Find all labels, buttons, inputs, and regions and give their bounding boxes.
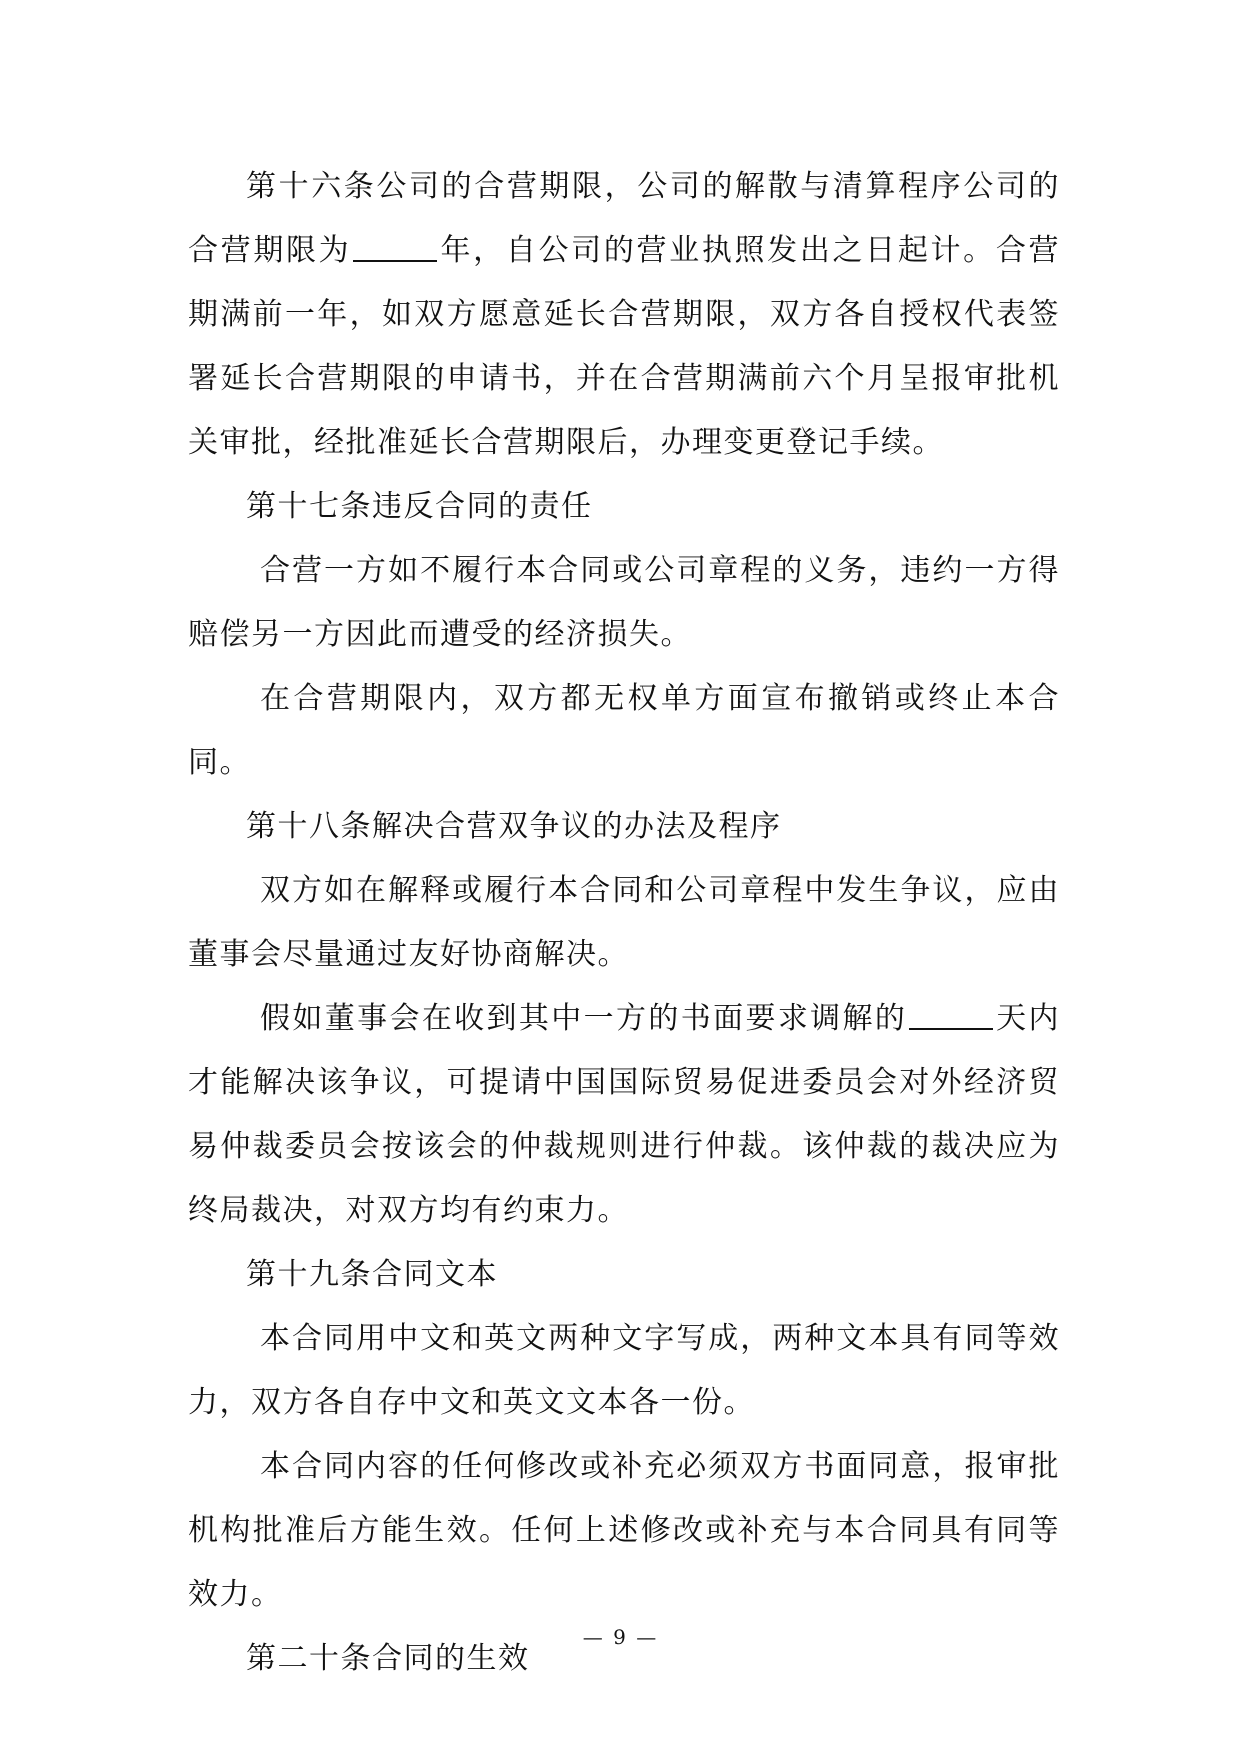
- body-paragraph: [188, 1307, 1060, 1435]
- paragraph-text: 合营一方如不履行本合同或公司章程的义务，违约一方得赔偿另一方因此而遭受的经济损失。: [188, 553, 1060, 652]
- article-heading: [188, 475, 1060, 539]
- paragraph-text: 年，自公司的营业执照发出之日起计。合营期满前一年，如双方愿意延长合营期限，双方各自授权代表签署延长合营期限的申请书，并在合营期满前六个月呈报审批机关审批，经批准延长合营期限后，办理变更登记手续。: [188, 233, 1061, 460]
- article-paragraph: [188, 155, 1060, 475]
- paragraph-text: 本合同用中文和英文两种文字写成，两种文本具有同等效力，双方各自存中文和英文文本各一份。: [188, 1321, 1060, 1420]
- body-paragraph: [188, 859, 1060, 987]
- paragraph-text: 假如董事会在收到其中一方的书面要求调解的: [260, 1001, 908, 1036]
- article-heading: [188, 795, 1060, 859]
- paragraph-text: 本合同内容的任何修改或补充必须双方书面同意，报审批机构批准后方能生效。任何上述修改或补充与本合同具有同等效力。: [188, 1449, 1060, 1612]
- article-heading: [188, 1243, 1060, 1307]
- body-paragraph: [188, 539, 1060, 667]
- paragraph-text: 第十六条公司的合营期限，公司的解散与清算程序公司的合营期限为: [188, 169, 1060, 268]
- fill-in-blank: [353, 234, 437, 262]
- page-number: — 9 —: [582, 1625, 659, 1649]
- body-paragraph: [188, 1435, 1060, 1627]
- paragraph-text: 天内才能解决该争议，可提请中国国际贸易促进委员会对外经济贸易仲裁委员会按该会的仲裁规则进行仲裁。该仲裁的裁决应为终局裁决，对双方均有约束力。: [188, 1001, 1061, 1228]
- body-paragraph: [188, 987, 1060, 1243]
- paragraph-text: 在合营期限内，双方都无权单方面宣布撤销或终止本合同。: [188, 681, 1060, 780]
- document-body: [188, 155, 1060, 1691]
- paragraph-text: 双方如在解释或履行本合同和公司章程中发生争议，应由董事会尽量通过友好协商解决。: [188, 873, 1060, 972]
- paragraph-text: 第十九条合同文本: [246, 1257, 498, 1292]
- body-paragraph: [188, 667, 1060, 795]
- paragraph-text: 第二十条合同的生效: [246, 1641, 530, 1676]
- paragraph-text: 第十七条违反合同的责任: [246, 489, 593, 524]
- fill-in-blank: [909, 1002, 993, 1030]
- paragraph-text: 第十八条解决合营双争议的办法及程序: [246, 809, 782, 844]
